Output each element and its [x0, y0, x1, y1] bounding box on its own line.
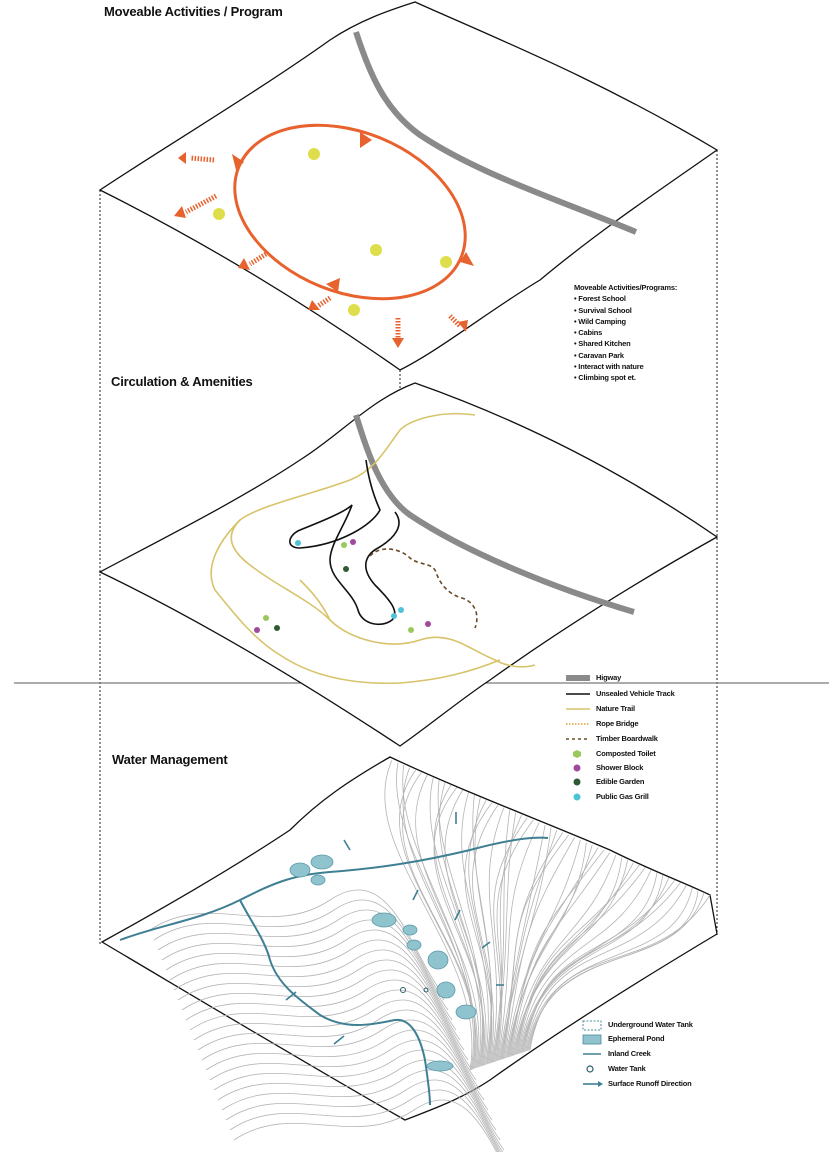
pond-marker	[456, 1005, 476, 1019]
gas-grill-legend-icon	[574, 794, 581, 801]
activity-point	[348, 304, 360, 316]
legend-label: Nature Trail	[596, 704, 635, 713]
shower-block-marker	[254, 627, 260, 633]
runoff-legend-icon	[598, 1081, 603, 1087]
legend-label: Shower Block	[596, 763, 644, 772]
legend-label: Unsealed Vehicle Track	[596, 689, 675, 698]
activities-list-item: • Climbing spot et.	[574, 373, 636, 383]
activities-list-item: • Cabins	[574, 328, 603, 338]
legend-label: Timber Boardwalk	[596, 734, 658, 743]
shower-block-legend-icon	[574, 765, 581, 772]
activities-list-item: • Interact with nature	[574, 362, 644, 372]
activities-list-item: • Shared Kitchen	[574, 339, 631, 349]
composted-toilet-legend-icon	[573, 750, 581, 758]
activity-point	[308, 148, 320, 160]
legend-label: Water Tank	[608, 1064, 646, 1073]
legend-label: Inland Creek	[608, 1049, 651, 1058]
activities-list-heading: Moveable Activities/Programs:	[574, 283, 678, 292]
edible-garden-marker	[274, 625, 280, 631]
gas-grill-marker	[295, 540, 301, 546]
activities-list-item: • Caravan Park	[574, 350, 624, 360]
gas-grill-marker	[398, 607, 404, 613]
pond-marker	[407, 940, 421, 950]
edible-garden-marker	[343, 566, 349, 572]
legend-label: Surface Runoff Direction	[608, 1079, 692, 1088]
composted-toilet-marker	[408, 627, 414, 633]
pond-marker	[290, 863, 310, 877]
legend-label: Public Gas Grill	[596, 792, 649, 801]
circulation-title: Circulation & Amenities	[111, 374, 253, 389]
ephemeral-pond-legend-icon	[583, 1035, 601, 1044]
water-legend-symbols	[583, 1021, 603, 1087]
activities-list	[574, 282, 677, 384]
activities-list-item: • Survival School	[574, 305, 632, 315]
legend-label: Higway	[596, 673, 622, 682]
pond-marker	[427, 1061, 453, 1071]
gas-grill-marker	[391, 613, 397, 619]
legend-label: Ephemeral Pond	[608, 1034, 665, 1043]
pond-marker	[372, 913, 396, 927]
circulation-legend-symbols	[566, 675, 590, 801]
pond-marker	[311, 875, 325, 885]
water-tank-legend-icon	[587, 1066, 593, 1072]
pond-marker	[403, 925, 417, 935]
water-plate	[102, 757, 717, 1152]
shower-block-marker	[425, 621, 431, 627]
edible-garden-legend-icon	[574, 779, 581, 786]
activity-point	[370, 244, 382, 256]
activities-list-item: • Forest School	[574, 294, 626, 304]
activity-point	[213, 208, 225, 220]
highway-legend-icon	[566, 675, 590, 681]
activity-point	[440, 256, 452, 268]
composted-toilet-marker	[263, 615, 269, 621]
shower-block-marker	[350, 539, 356, 545]
pond-marker	[428, 951, 448, 969]
activities-list-item: • Wild Camping	[574, 316, 626, 326]
legend-label: Rope Bridge	[596, 719, 639, 728]
legend-label: Underground Water Tank	[608, 1020, 693, 1029]
legend-label: Composted Toilet	[596, 749, 656, 758]
pond-marker	[437, 982, 455, 998]
underground-tank-legend-icon	[583, 1021, 601, 1030]
legend-label: Edible Garden	[596, 777, 645, 786]
water-title: Water Management	[112, 752, 228, 767]
activities-title: Moveable Activities / Program	[104, 4, 283, 19]
pond-marker	[311, 855, 333, 869]
composted-toilet-marker	[341, 542, 347, 548]
